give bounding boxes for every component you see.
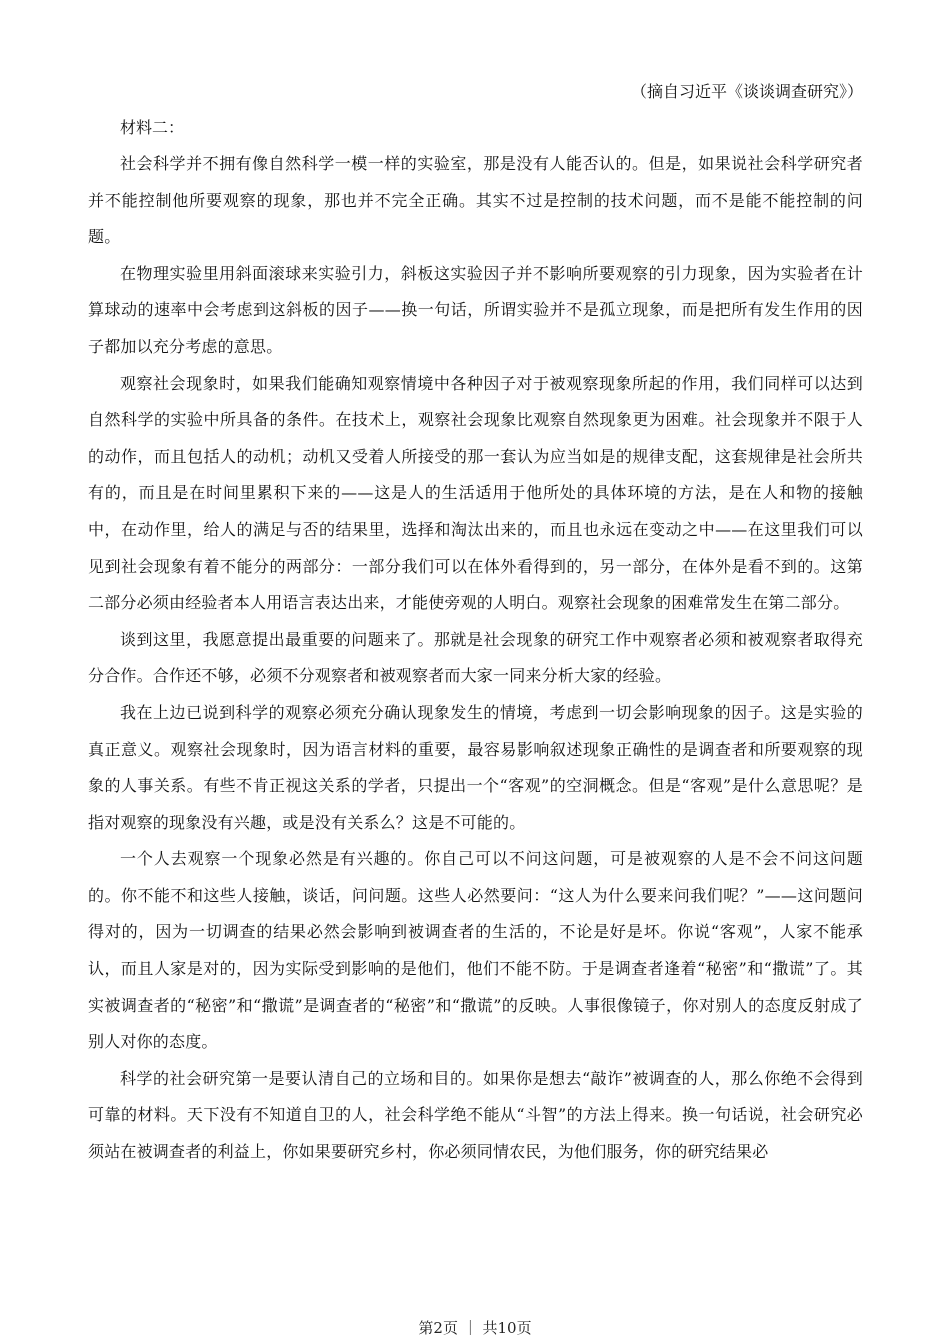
material-heading: 材料二： (120, 118, 185, 137)
paragraph-6: 一个人去观察一个现象必然是有兴趣的。你自己可以不问这问题，可是被观察的人是不会不问这问题的。你不能不和这些人接触，谈话，问问题。这些人必然要问：“这人为什么要来问我们呢？”——这问题问得对的，因为一切调查的结果必然会影响到被调查者的生活的，不论是好是坏。你说“客观”，人家不能承认，而且人家是对的，因为实际受到影响的是他们，他们不能不防。于是调查者逢着“秘密”和“撒谎”了。其实被调查者的“秘密”和“撒谎”是调查者的“秘密”和“撒谎”的反映。人事很像镜子，你对别人的态度反射成了别人对你的态度。 (88, 849, 863, 1052)
paragraph-4: 谈到这里，我愿意提出最重要的问题来了。那就是社会现象的研究工作中观察者必须和被观察者取得充分合作。合作还不够，必须不分观察者和被观察者而大家一同来分析大家的经验。 (88, 629, 863, 686)
page-footer: 第2页 ｜ 共10页 (418, 1319, 532, 1337)
document-page (88, 74, 863, 1171)
source-note: （摘自习近平《谈谈调查研究》） (630, 82, 863, 101)
paragraph-7: 科学的社会研究第一是要认清自己的立场和目的。如果你是想去“敲诈”被调查的人，那么你绝不会得到可靠的材料。天下没有不知道自卫的人，社会科学绝不能从“斗智”的方法上得来。换一句话说，社会研究必须站在被调查者的利益上，你如果要研究乡村，你必须同情农民，为他们服务，你的研究结果必 (88, 1068, 863, 1162)
paragraph-1: 社会科学并不拥有像自然科学一模一样的实验室，那是没有人能否认的。但是，如果说社会科学研究者并不能控制他所要观察的现象，那也并不完全正确。其实不过是控制的技术问题，而不是能不能控制的问题。 (88, 154, 863, 247)
paragraph-5: 我在上边已说到科学的观察必须充分确认现象发生的情境，考虑到一切会影响现象的因子。这是实验的真正意义。观察社会现象时，因为语言材料的重要，最容易影响叙述现象正确性的是调查者和所要观察的现象的人事关系。有些不肯正视这关系的学者，只提出一个“客观”的空洞概念。但是“客观”是什么意思呢？是指对观察的现象没有兴趣，或是没有关系么？这是不可能的。 (88, 702, 863, 832)
paragraph-3: 观察社会现象时，如果我们能确知观察情境中各种因子对于被观察现象所起的作用，我们同样可以达到自然科学的实验中所具备的条件。在技术上，观察社会现象比观察自然现象更为困难。社会现象并不限于人的动作，而且包括人的动机；动机又受着人所接受的那一套认为应当如是的规律支配，这套规律是社会所共有的，而且是在时间里累积下来的——这是人的生活适用于他所处的具体环境的方法，是在人和物的接触中，在动作里，给人的满足与否的结果里，选择和淘汰出来的，而且也永远在变动之中——在这里我们可以见到社会现象有着不能分的两部分：一部分我们可以在体外看得到的，另一部分，在体外是看不到的。这第二部分必须由经验者本人用语言表达出来，才能使旁观的人明白。观察社会现象的困难常发生在第二部分。 (88, 373, 863, 613)
paragraph-2: 在物理实验里用斜面滚球来实验引力，斜板这实验因子并不影响所要观察的引力现象，因为实验者在计算球动的速率中会考虑到这斜板的因子——换一句话，所谓实验并不是孤立现象，而是把所有发生作用的因子都加以充分考虑的意思。 (88, 263, 863, 356)
